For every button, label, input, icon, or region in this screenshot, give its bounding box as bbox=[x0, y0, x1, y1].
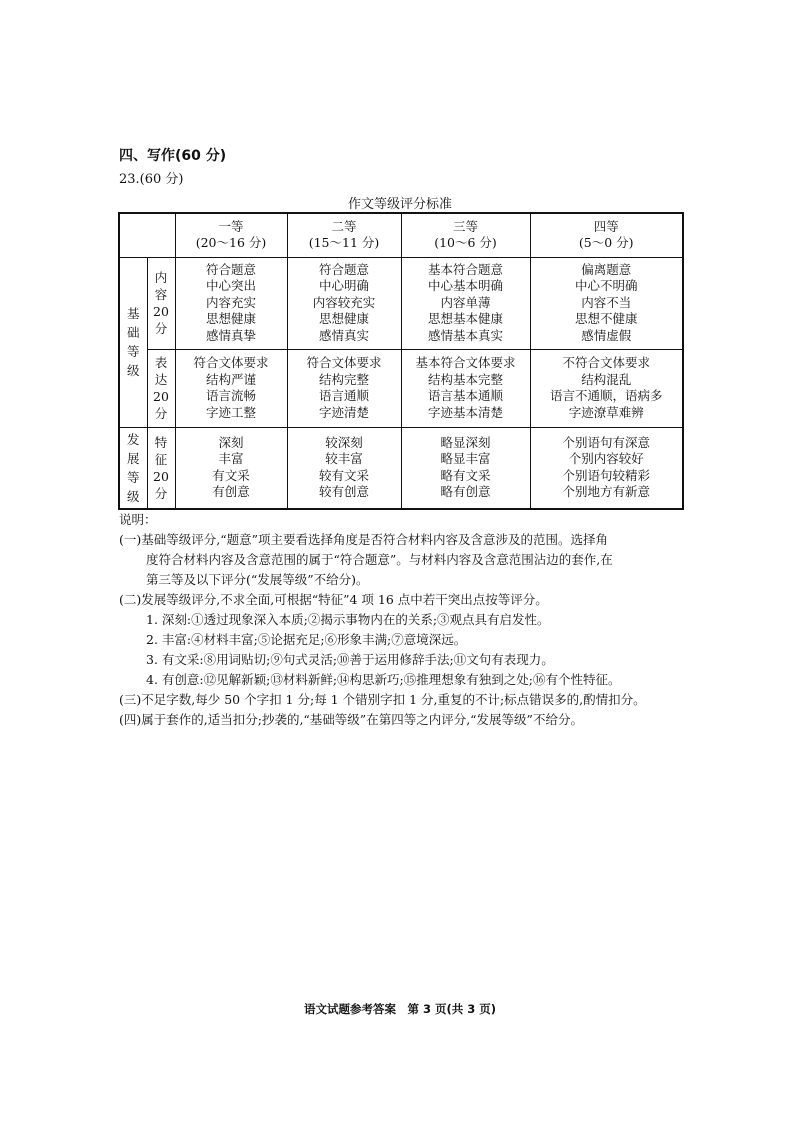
content-row bbox=[119, 257, 683, 349]
grading-table bbox=[118, 212, 684, 510]
feature-cell-grade-3: 略显深刻 略显丰富 略有文采 略有创意 bbox=[401, 427, 530, 509]
grade-header-3: 三等 (10～6 分) bbox=[401, 213, 530, 257]
content-cell-grade-4: 偏离题意 中心不明确 内容不当 思想不健康 感情虚假 bbox=[530, 257, 683, 349]
feature-cell-grade-2: 较深刻 较丰富 较有文采 较有创意 bbox=[287, 427, 401, 509]
note-1-line-3: 第三等及以下评分(“发展等级”不给分)。 bbox=[146, 572, 369, 587]
note-4: (四)属于套作的,适当扣分;抄袭的,“基础等级”在第四等之内评分,“发展等级”不给分。 bbox=[119, 712, 583, 727]
expression-cell-grade-1: 符合文体要求 结构严谨 语言流畅 字迹工整 bbox=[175, 349, 287, 427]
expression-cell-grade-3: 基本符合文体要求 结构基本完整 语言基本通顺 字迹基本清楚 bbox=[401, 349, 530, 427]
note-2: (二)发展等级评分,不求全面,可根据“特征”4 项 16 点中若干突出点按等评分。 bbox=[119, 592, 548, 607]
grade-header-4: 四等 (5～0 分) bbox=[530, 213, 683, 257]
grade-header-2: 二等 (15～11 分) bbox=[287, 213, 401, 257]
content-label: 内 容 20 分 bbox=[147, 257, 175, 349]
content-cell-grade-3: 基本符合题意 中心基本明确 内容单薄 思想基本健康 感情基本真实 bbox=[401, 257, 530, 349]
note-3: (三)不足字数,每少 50 个字扣 1 分;每 1 个错别字扣 1 分,重复的不计;标点错误多的,酌情扣分。 bbox=[119, 692, 646, 707]
content-cell-grade-2: 符合题意 中心明确 内容较充实 思想健康 感情真实 bbox=[287, 257, 401, 349]
question-number: 23.(60 分) bbox=[119, 172, 184, 187]
development-level-label: 发 展 等 级 bbox=[119, 427, 147, 509]
expression-row bbox=[119, 349, 683, 427]
note-1-line-2: 度符合材料内容及含意范围的属于“符合题意”。与材料内容及含意范围沾边的套作,在 bbox=[146, 552, 613, 567]
basic-level-label: 基 础 等 级 bbox=[119, 257, 147, 427]
note-2-item-1: 1. 深刻:①透过现象深入本质;②揭示事物内在的关系;③观点具有启发性。 bbox=[146, 612, 550, 627]
feature-cell-grade-1: 深刻 丰富 有文采 有创意 bbox=[175, 427, 287, 509]
content-cell-grade-1: 符合题意 中心突出 内容充实 思想健康 感情真挚 bbox=[175, 257, 287, 349]
feature-label: 特 征 20 分 bbox=[147, 427, 175, 509]
note-1-line-1: (一)基础等级评分,“题意”项主要看选择角度是否符合材料内容及含意涉及的范围。选择角 bbox=[119, 532, 609, 547]
page-footer: 语文试题参考答案 第 3 页(共 3 页) bbox=[303, 1002, 497, 1016]
header-blank-cell bbox=[119, 213, 175, 257]
notes-heading: 说明： bbox=[119, 512, 157, 527]
expression-cell-grade-4: 不符合文体要求 结构混乱 语言不通顺，语病多 字迹潦草难辨 bbox=[530, 349, 683, 427]
section-title: 四、写作(60 分) bbox=[119, 148, 227, 164]
expression-label: 表 达 20 分 bbox=[147, 349, 175, 427]
grade-header-1: 一等 (20～16 分) bbox=[175, 213, 287, 257]
notes-section bbox=[119, 510, 699, 730]
note-2-item-2: 2. 丰富:④材料丰富;⑤论据充足;⑥形象丰满;⑦意境深远。 bbox=[146, 632, 467, 647]
expression-cell-grade-2: 符合文体要求 结构完整 语言通顺 字迹清楚 bbox=[287, 349, 401, 427]
table-title: 作文等级评分标准 bbox=[347, 197, 452, 212]
feature-row bbox=[119, 427, 683, 509]
note-2-item-4: 4. 有创意:⑫见解新颖;⑬材料新鲜;⑭构思新巧;⑮推理想象有独到之处;⑯有个性特征。 bbox=[146, 672, 621, 687]
grade-header-row bbox=[119, 213, 683, 257]
note-2-item-3: 3. 有文采:⑧用词贴切;⑨句式灵活;⑩善于运用修辞手法;⑪文句有表现力。 bbox=[146, 652, 554, 667]
feature-cell-grade-4: 个别语句有深意 个别内容较好 个别语句较精彩 个别地方有新意 bbox=[530, 427, 683, 509]
